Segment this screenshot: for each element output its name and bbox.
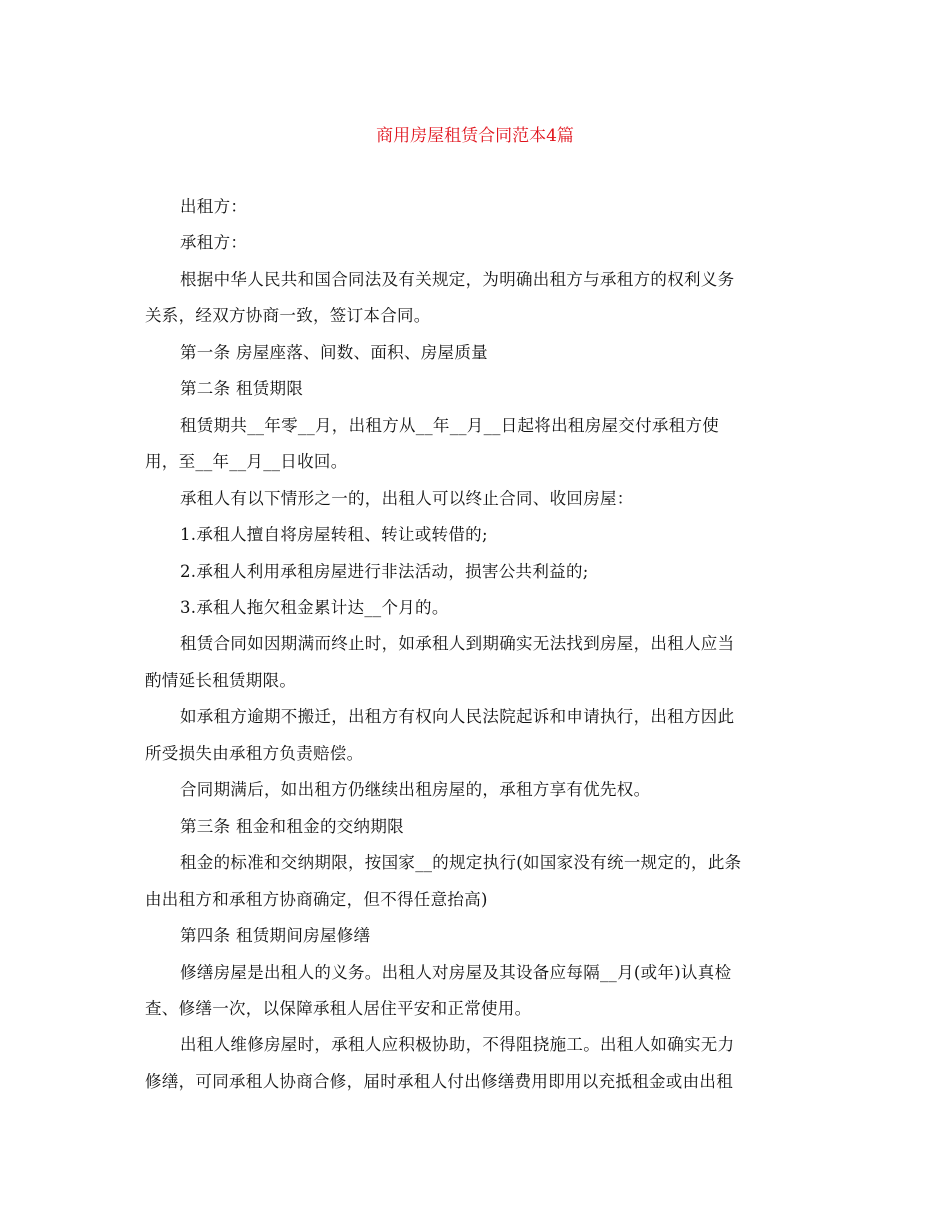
paragraph bbox=[145, 377, 815, 413]
paragraph-line: 修缮，可同承租人协商合修，届时承租人付出修缮费用即用以充抵租金或由出租 bbox=[145, 1071, 733, 1091]
paragraph-line: 1.承租人擅自将房屋转租、转让或转借的; bbox=[180, 525, 488, 545]
paragraph-line: 承租人有以下情形之一的，出租人可以终止合同、收回房屋： bbox=[180, 488, 634, 508]
paragraph-line: 查、修缮一次，以保障承租人居住平安和正常使用。 bbox=[145, 998, 532, 1018]
document-title: 商用房屋租赁合同范本4篇 bbox=[376, 126, 574, 146]
paragraph-line: 承租方： bbox=[180, 233, 248, 253]
paragraph bbox=[145, 596, 815, 632]
paragraph-line: 2.承租人利用承租房屋进行非法活动，损害公共利益的; bbox=[180, 561, 589, 581]
paragraph bbox=[145, 815, 815, 851]
paragraph-line: 如承租方逾期不搬迁，出租方有权向人民法院起诉和申请执行，出租方因此 bbox=[180, 707, 735, 727]
paragraph-line: 第一条 房屋座落、间数、面积、房屋质量 bbox=[180, 342, 488, 362]
paragraph bbox=[145, 487, 815, 523]
paragraph-line: 第二条 租赁期限 bbox=[180, 379, 304, 399]
paragraph-line: 关系，经双方协商一致，签订本合同。 bbox=[145, 306, 431, 326]
paragraph bbox=[145, 632, 815, 705]
paragraph-line: 由出租方和承租方协商确定，但不得任意抬高) bbox=[145, 889, 488, 909]
paragraph-line: 第四条 租赁期间房屋修缮 bbox=[180, 926, 371, 946]
paragraph-line: 出租方： bbox=[180, 197, 248, 216]
paragraph-line: 租赁合同如因期满而终止时，如承租人到期确实无法找到房屋，出租人应当 bbox=[180, 634, 735, 654]
paragraph bbox=[145, 341, 815, 377]
paragraph-line: 酌情延长租赁期限。 bbox=[145, 670, 297, 690]
paragraph bbox=[145, 195, 815, 231]
paragraph-line: 修缮房屋是出租人的义务。出租人对房屋及其设备应每隔__月(或年)认真检 bbox=[180, 962, 732, 982]
paragraph bbox=[145, 414, 815, 487]
paragraph bbox=[145, 924, 815, 960]
paragraph bbox=[145, 1033, 815, 1106]
paragraph-line: 用，至__年__月__日收回。 bbox=[145, 452, 348, 472]
paragraph bbox=[145, 778, 815, 814]
document-body bbox=[145, 195, 815, 1106]
paragraph-line: 所受损失由承租方负责赔偿。 bbox=[145, 743, 364, 763]
paragraph-line: 租赁期共__年零__月，出租方从__年__月__日起将出租房屋交付承租方使 bbox=[180, 415, 720, 435]
paragraph-line: 根据中华人民共和国合同法及有关规定，为明确出租方与承租方的权利义务 bbox=[180, 269, 735, 289]
paragraph-line: 合同期满后，如出租方仍继续出租房屋的，承租方享有优先权。 bbox=[180, 780, 651, 800]
paragraph bbox=[145, 523, 815, 559]
paragraph bbox=[145, 851, 815, 924]
paragraph-line: 第三条 租金和租金的交纳期限 bbox=[180, 816, 404, 836]
paragraph bbox=[145, 231, 815, 267]
paragraph bbox=[145, 705, 815, 778]
paragraph bbox=[145, 560, 815, 596]
paragraph-line: 出租人维修房屋时，承租人应积极协助，不得阻挠施工。出租人如确实无力 bbox=[180, 1035, 735, 1055]
paragraph-line: 租金的标准和交纳期限，按国家__的规定执行(如国家没有统一规定的，此条 bbox=[180, 853, 742, 873]
paragraph bbox=[145, 268, 815, 341]
paragraph-line: 3.承租人拖欠租金累计达__个月的。 bbox=[180, 597, 449, 617]
paragraph bbox=[145, 961, 815, 1034]
